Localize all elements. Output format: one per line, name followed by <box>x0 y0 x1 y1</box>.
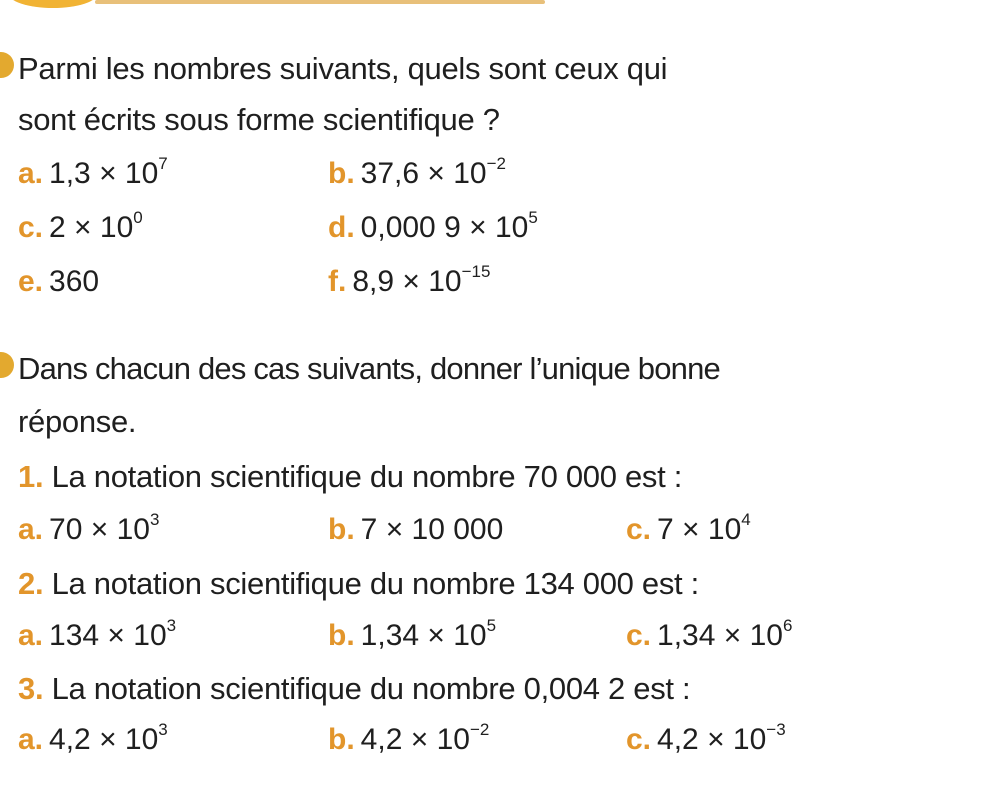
option-b: b. $1,34 \times 10^5$ <box>328 616 497 652</box>
option-c: c. $1,34 \times 10^6$ <box>626 616 793 652</box>
exercise-1-question-line-2: sont écrits sous forme scientifique ? <box>18 102 500 137</box>
option-a: a. $70 \times 10^3$ <box>18 510 160 546</box>
option-f: f. $8,9 \times 10^{-15}$ <box>328 262 491 298</box>
question-3: 3. La notation scientifique du nombre 0,004 2 est : <box>18 671 691 706</box>
exercise-1-marker <box>0 52 14 78</box>
option-c: c. $4,2 \times 10^{-3}$ <box>626 720 786 756</box>
option-a: a. $1,3 \times 10^7$ <box>18 154 168 190</box>
option-a: a. $4,2 \times 10^3$ <box>18 720 168 756</box>
exercise-1-question-line-1: Parmi les nombres suivants, quels sont ceux qui <box>18 51 668 86</box>
header-rule <box>95 0 545 4</box>
option-b: b. $4,2 \times 10^{-2}$ <box>328 720 490 756</box>
header-decoration <box>0 0 984 10</box>
option-d: d. 0,000 $9 \times 10^5$ <box>328 208 538 244</box>
option-c: c. $7 \times 10^4$ <box>626 510 751 546</box>
option-b: b. 7 × 10 000 <box>328 513 504 546</box>
option-a: a. $134 \times 10^3$ <box>18 616 177 652</box>
option-c: c. $2 \times 10^0$ <box>18 208 143 244</box>
exercise-2-intro-line-2: réponse. <box>18 404 137 439</box>
exercise-2-intro-line-1: Dans chacun des cas suivants, donner l’unique bonne <box>18 351 720 386</box>
orange-tab-decoration <box>8 0 98 8</box>
question-1: 1. La notation scientifique du nombre 70 000 est : <box>18 459 683 494</box>
exercise-2-marker <box>0 352 14 378</box>
option-b: b. $37,6 \times 10^{-2}$ <box>328 154 507 190</box>
option-e: e. 360 <box>18 265 100 298</box>
question-2: 2. La notation scientifique du nombre 134 000 est : <box>18 566 699 601</box>
